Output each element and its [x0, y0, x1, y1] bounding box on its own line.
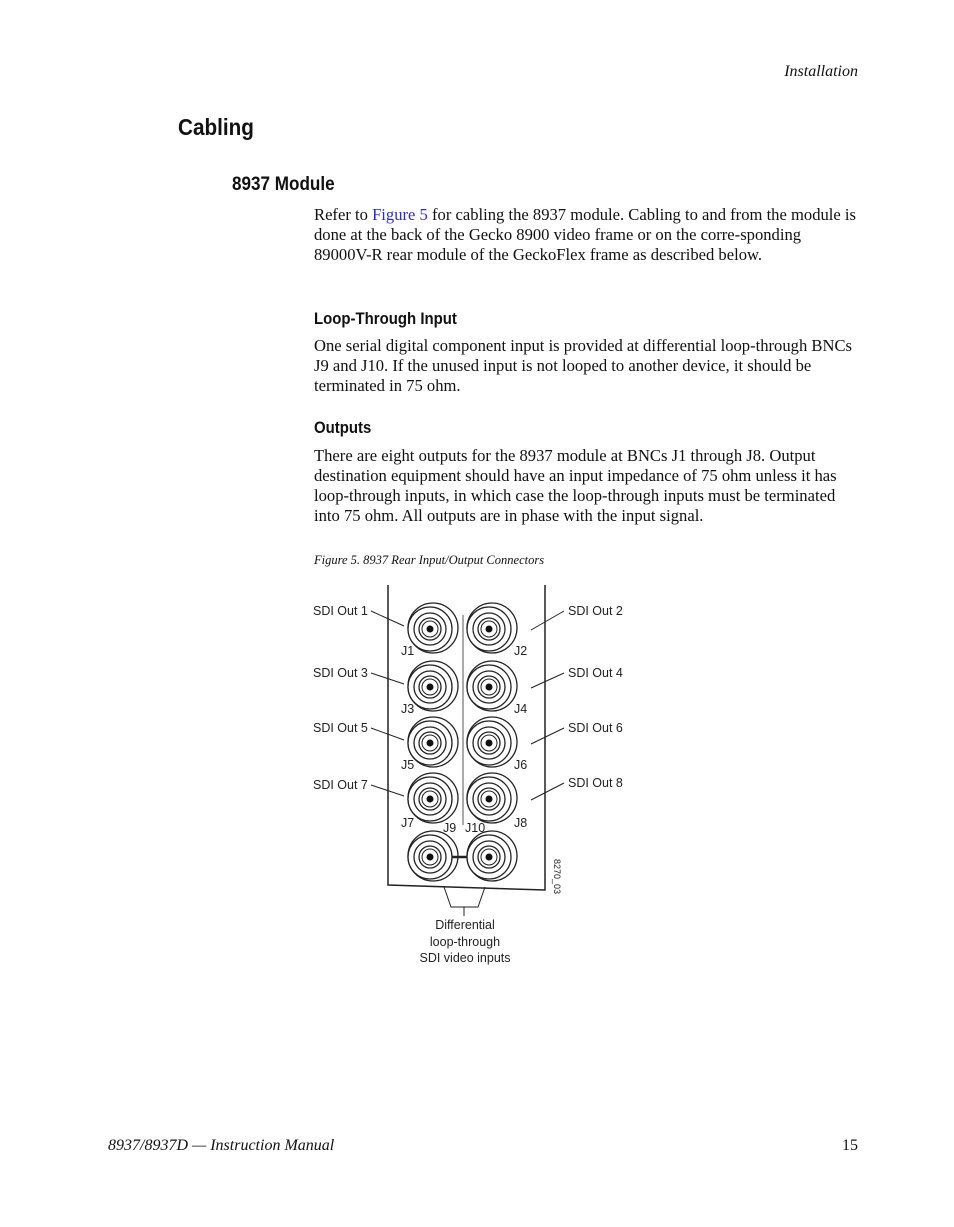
running-head: Installation — [784, 63, 858, 80]
label-sdi-out-7: SDI Out 7 — [313, 778, 368, 792]
bnc-j2 — [467, 603, 517, 653]
id-j3: J3 — [401, 702, 415, 716]
bnc-j5 — [408, 717, 458, 767]
id-j8: J8 — [514, 816, 528, 830]
label-sdi-out-8: SDI Out 8 — [568, 776, 623, 790]
id-j1: J1 — [401, 644, 415, 658]
label-sdi-out-5: SDI Out 5 — [313, 721, 368, 735]
label-sdi-out-1: SDI Out 1 — [313, 604, 368, 618]
bnc-j7 — [408, 773, 458, 823]
connector-diagram — [300, 585, 640, 985]
loop-through-heading: Loop-Through Input — [314, 309, 457, 328]
input-bracket — [444, 887, 485, 907]
id-j10: J10 — [465, 821, 486, 835]
label-sdi-out-4: SDI Out 4 — [568, 666, 623, 680]
outputs-paragraph: There are eight outputs for the 8937 module at BNCs J1 through J8. Output destination equipment should have an input impedance of 75 ohm unless it has loop-through inputs, in which case the loop-through inputs must be terminated into 75 ohm. All outputs are in phase with the input signal. — [314, 446, 837, 525]
input-label-line-2: loop-through — [429, 935, 501, 949]
label-sdi-out-6: SDI Out 6 — [568, 721, 623, 735]
footer-manual-title: 8937/8937D — Instruction Manual — [108, 1137, 335, 1154]
bnc-j6 — [467, 717, 517, 767]
bnc-j1 — [408, 603, 458, 653]
label-sdi-out-2: SDI Out 2 — [568, 604, 623, 618]
id-j5: J5 — [401, 758, 415, 772]
bnc-j3 — [408, 661, 458, 711]
id-j2: J2 — [514, 644, 528, 658]
drawing-number: 8270_03 — [552, 859, 562, 895]
footer-page-number: 15 — [842, 1137, 858, 1154]
id-j7: J7 — [401, 816, 415, 830]
bnc-j9 — [408, 831, 458, 881]
intro-text-before: Refer to — [314, 205, 373, 224]
id-j4: J4 — [514, 702, 528, 716]
figure-link[interactable]: Figure 5 — [372, 205, 428, 224]
bnc-j10 — [467, 831, 517, 881]
intro-paragraph — [314, 205, 859, 265]
intro-text-after: for cabling the 8937 module. Cabling to and from the module is done at the back of the Gecko 8900 video frame or on the corre-sponding 89000V-R rear module of the GeckoFlex frame as described below. — [314, 205, 856, 264]
figure-caption: Figure 5. 8937 Rear Input/Output Connectors — [314, 553, 545, 567]
bnc-j8 — [467, 773, 517, 823]
bnc-j4 — [467, 661, 517, 711]
id-j6: J6 — [514, 758, 528, 772]
section-title: Cabling — [178, 114, 254, 140]
outputs-heading: Outputs — [314, 418, 372, 437]
id-j9: J9 — [443, 821, 457, 835]
label-sdi-out-3: SDI Out 3 — [313, 666, 368, 680]
loop-through-paragraph: One serial digital component input is provided at differential loop-through BNCs J9 and J10. If the unused input is not looped to another device, it should be terminated in 75 ohm. — [314, 336, 852, 395]
input-label-line-3: SDI video inputs — [419, 951, 511, 965]
subsection-title: 8937 Module — [232, 174, 335, 195]
input-label-line-1: Differential — [435, 918, 495, 932]
